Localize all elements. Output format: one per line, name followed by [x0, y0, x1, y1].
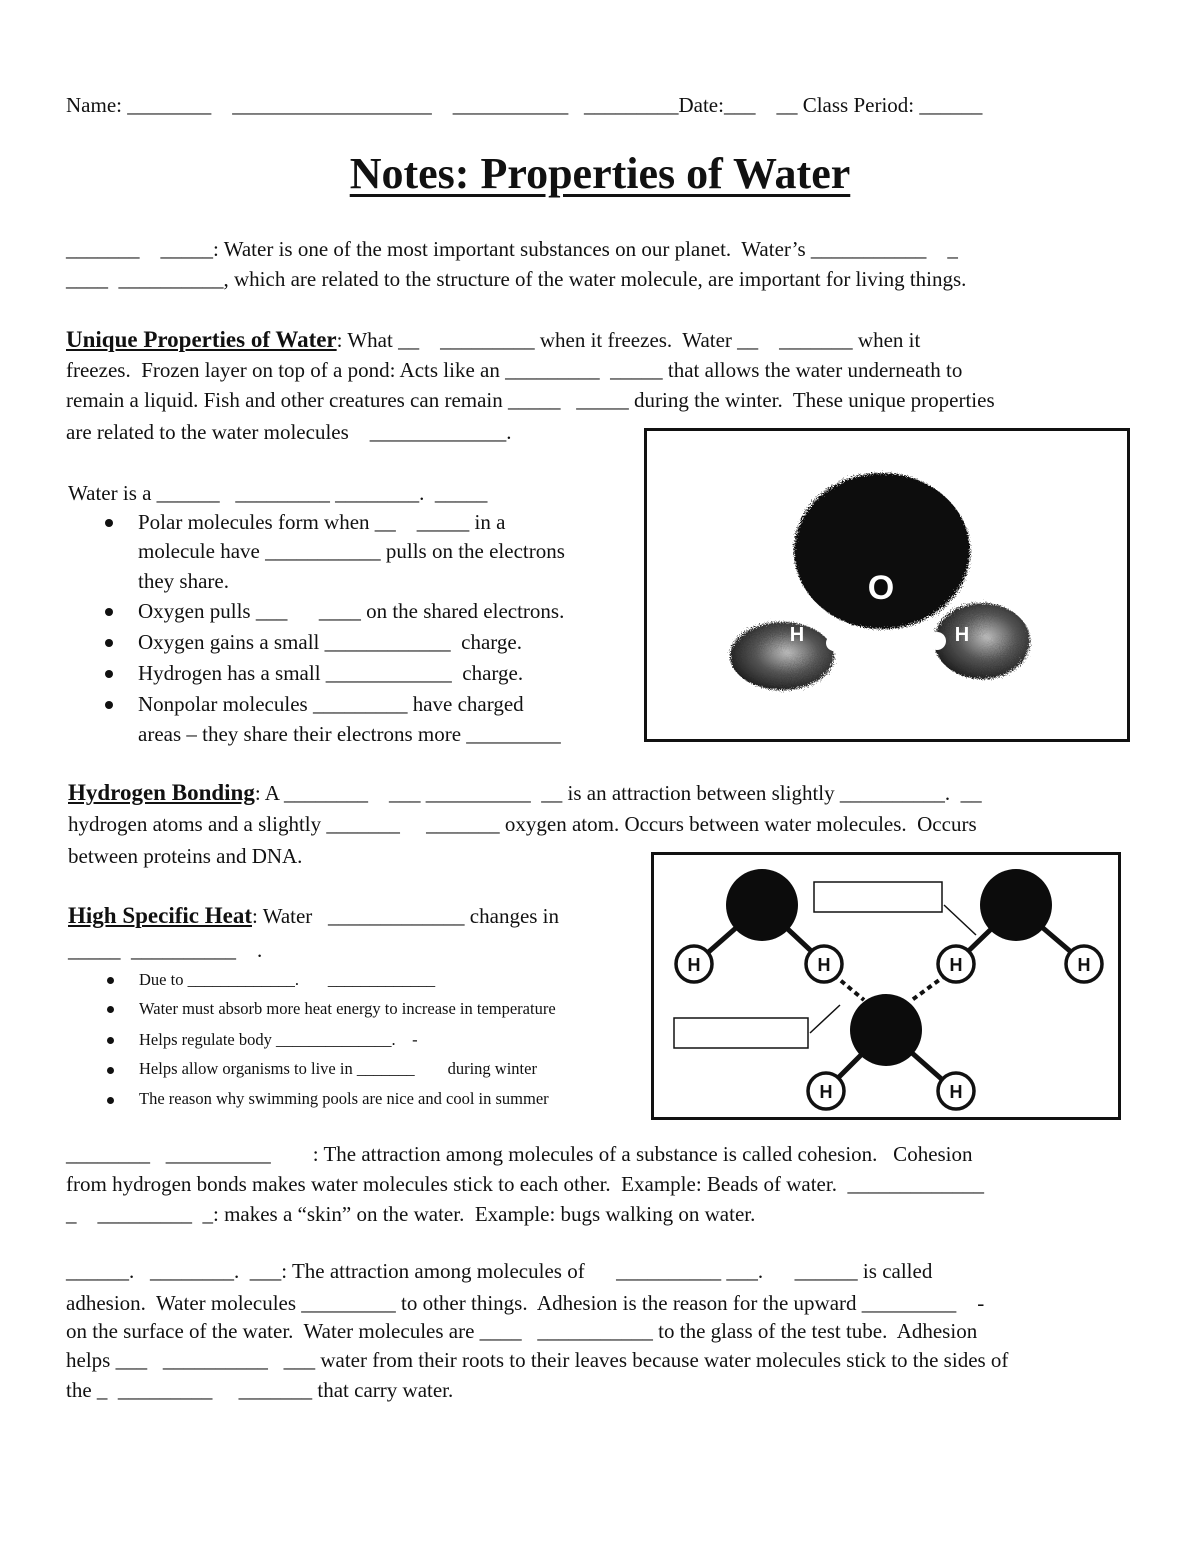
polar-bullet-5-cont: areas – they share their electrons more _________ [138, 722, 561, 746]
unique-properties-heading: Unique Properties of Water [66, 327, 337, 352]
bullet-dot [105, 670, 113, 678]
water-molecule-illustration [647, 431, 1127, 739]
bullet-dot [105, 701, 113, 709]
hydrogen-bond-illustration [654, 855, 1118, 1117]
hydrogen-label: H [949, 955, 963, 975]
specific-heat-heading: High Specific Heat [68, 903, 252, 928]
polar-bullet-4: Hydrogen has a small ____________ charge. [138, 661, 524, 685]
bullet-dot [105, 639, 113, 647]
bond-highlight [826, 635, 842, 651]
oxygen-atom [980, 869, 1052, 941]
hydrogen-bonding-line-3: between proteins and DNA. [68, 844, 303, 868]
hydrogen-atom-right [934, 603, 1030, 679]
hydrogen-bonding-line-1: Hydrogen Bonding: A ________ ___ __________ __ is an attraction between slightly __________. __ [68, 780, 982, 805]
name-date-period-line: Name: ________ ___________________ ___________ _________Date:___ __ Class Period: ______ [66, 93, 983, 117]
oxygen-atom [726, 869, 798, 941]
intro-line-2: ____ __________, which are related to the structure of the water molecule, are important for living things. [66, 267, 967, 291]
oxygen-label: O [867, 569, 895, 607]
hydrogen-label: H [1077, 955, 1091, 975]
bond-highlight [928, 632, 946, 650]
label-box-blank [674, 1018, 808, 1048]
hydrogen-label: H [817, 955, 831, 975]
adhesion-line-5: the _ _________ _______ that carry water. [66, 1378, 454, 1402]
adhesion-line-2: adhesion. Water molecules _________ to other things. Adhesion is the reason for the upward _________ - [66, 1291, 985, 1315]
unique-properties-line-3: remain a liquid. Fish and other creatures can remain _____ _____ during the winter. These unique properties [66, 388, 995, 412]
hydrogen-bonding-heading: Hydrogen Bonding [68, 780, 255, 805]
polar-bullet-1: Polar molecules form when __ _____ in a [138, 510, 506, 534]
cohesion-line-3: _ _________ _: makes a “skin” on the water. Example: bugs walking on water. [66, 1202, 756, 1226]
hydrogen-bond-diagram [651, 852, 1121, 1120]
intro-line-1: _______ _____: Water is one of the most important substances on our planet. Water’s ___________ _ [66, 237, 958, 261]
bullet-dot [107, 977, 114, 984]
water-molecule-figure [644, 428, 1130, 742]
label-box-blank [814, 882, 942, 912]
bullet-dot [107, 1067, 114, 1074]
polar-bullet-2: Oxygen pulls ___ ____ on the shared electrons. [138, 599, 565, 623]
heat-bullet-5: The reason why swimming pools are nice and cool in summer [139, 1089, 549, 1108]
heat-bullet-4: Helps allow organisms to live in _______ during winter [139, 1059, 537, 1078]
polar-intro: Water is a ______ _________ ________. _____ [68, 481, 488, 505]
adhesion-line-3: on the surface of the water. Water molecules are ____ ___________ to the glass of the test tube. Adhesion [66, 1319, 978, 1343]
polar-bullet-1-cont-2: they share. [138, 569, 229, 593]
unique-properties-line-1: Unique Properties of Water: What __ _________ when it freezes. Water __ _______ when it [66, 327, 921, 352]
hydrogen-label-left: H [789, 624, 805, 646]
specific-heat-line-1: High Specific Heat: Water _____________ changes in [68, 903, 560, 928]
bullet-dot [107, 1006, 114, 1013]
polar-bullet-1-cont: molecule have ___________ pulls on the electrons [138, 539, 565, 563]
hydrogen-label: H [819, 1082, 833, 1102]
bullet-dot [107, 1037, 114, 1044]
hydrogen-label: H [687, 955, 701, 975]
specific-heat-line-2: _____ __________ . [68, 938, 263, 962]
heat-bullet-1: Due to _____________. _____________ [139, 970, 436, 989]
cohesion-line-1: ________ __________ : The attraction among molecules of a substance is called cohesion. Cohesion [66, 1142, 973, 1166]
bullet-dot [105, 608, 113, 616]
adhesion-line-4: helps ___ __________ ___ water from their roots to their leaves because water molecules stick to the sides of [66, 1348, 1009, 1372]
adhesion-line-1: ______. ________. ___: The attraction among molecules of __________ ___. ______ is called [66, 1259, 933, 1283]
unique-properties-line-2: freezes. Frozen layer on top of a pond: Acts like an _________ _____ that allows the water underneath to [66, 358, 963, 382]
heat-bullet-2: Water must absorb more heat energy to increase in temperature [139, 999, 556, 1018]
oxygen-atom [850, 994, 922, 1066]
hydrogen-bonding-line-2: hydrogen atoms and a slightly _______ _______ oxygen atom. Occurs between water molecules. Occurs [68, 812, 977, 836]
heat-bullet-3: Helps regulate body ______________. - [139, 1030, 418, 1049]
cohesion-line-2: from hydrogen bonds makes water molecules stick to each other. Example: Beads of water. _____________ [66, 1172, 984, 1196]
page-title: Notes: Properties of Water [349, 149, 851, 198]
hydrogen-label: H [949, 1082, 963, 1102]
hydrogen-atom-left [730, 622, 834, 690]
polar-bullet-3: Oxygen gains a small ____________ charge. [138, 630, 522, 654]
bullet-dot [107, 1097, 114, 1104]
unique-properties-line-4: are related to the water molecules _____________. [66, 420, 512, 444]
hydrogen-label-right: H [954, 624, 970, 646]
bullet-dot [105, 519, 113, 527]
polar-bullet-5: Nonpolar molecules _________ have charged [138, 692, 524, 716]
